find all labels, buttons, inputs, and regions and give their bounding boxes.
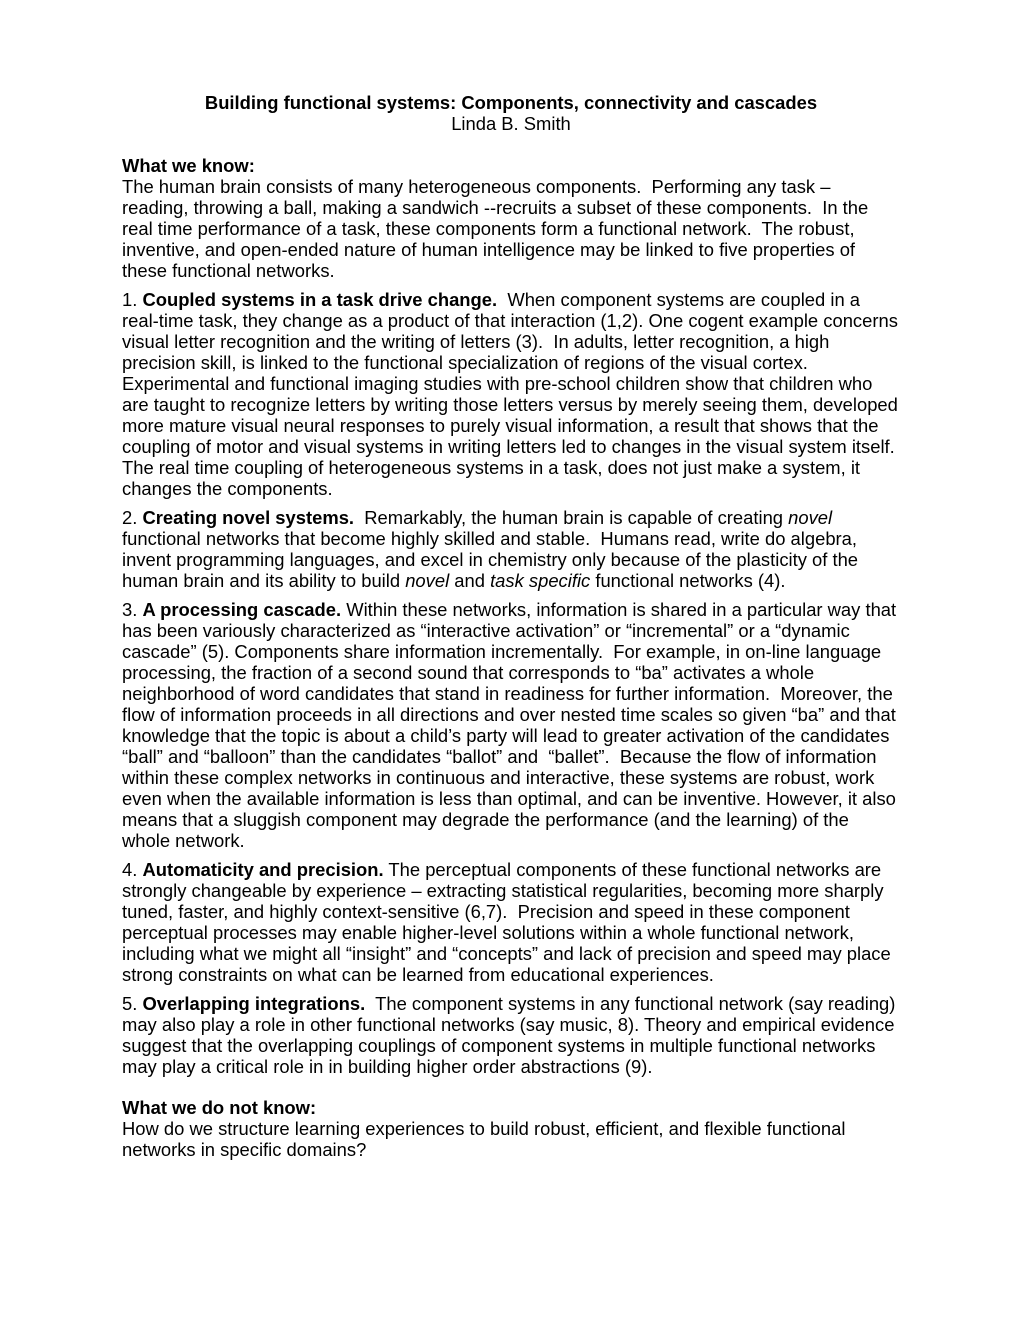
numbered-item-2	[122, 507, 900, 591]
item-3-lead: A processing cascade.	[142, 599, 342, 620]
document-author: Linda B. Smith	[451, 113, 571, 134]
item-2-body-part-4: functional networks (4).	[590, 570, 786, 591]
item-2-italic-1: novel	[788, 507, 833, 528]
item-2-lead: Creating novel systems.	[142, 507, 355, 528]
numbered-item-1	[122, 289, 904, 499]
item-1-body: When component systems are coupled in a real-time task, they change as a product of that interaction (1,2). One cogent example concerns visual letter recognition and the writing of letters (3). In adults, letter recognition, a high precision skill, is linked to the functional specialization of regions of the visual cortex. Experimental and functional imaging studies with pre-school children show that children who are taught to recognize letters by writing those letters versus by merely seeing them, developed more mature visual neural responses to purely visual information, a result that shows that the coupling of motor and visual systems in writing letters led to changes in the visual system itself. The real time coupling of heterogeneous systems in a task, does not just make a system, it changes the components.	[122, 289, 904, 499]
item-2-body-part-3: and	[449, 570, 491, 591]
intro-paragraph: The human brain consists of many heterogeneous components. Performing any task – reading, throwing a ball, making a sandwich --recruits a subset of these components. In the real time performance of a task, these components form a functional network. The robust, inventive, and open-ended nature of human intelligence may be linked to five properties of these functional networks.	[122, 176, 874, 281]
section-heading-what-we-know: What we know:	[122, 155, 255, 176]
item-2-body-part-2: functional networks that become highly skilled and stable. Humans read, write do algebra, invent programming languages, and excel in chemistry only because of the plasticity of the human brain and its ability to build	[122, 507, 864, 591]
item-1-lead: Coupled systems in a task drive change.	[142, 289, 498, 310]
numbered-item-5	[122, 993, 900, 1077]
item-3-number: 3.	[122, 599, 143, 620]
closing-paragraph: How do we structure learning experiences to build robust, efficient, and flexible functional networks in specific domains?	[122, 1118, 851, 1160]
item-4-lead: Automaticity and precision.	[142, 859, 384, 880]
item-4-body: The perceptual components of these functional networks are strongly changeable by experience – extracting statistical regularities, becoming more sharply tuned, faster, and highly context-sensitive (6,7). Precision and speed in these component perceptual processes may enable higher-level solutions within a whole functional network, including what we might all “insight” and “concepts” and lack of precision and speed may place strong constraints on what can be learned from educational experiences.	[122, 859, 896, 985]
item-4-number: 4.	[122, 859, 143, 880]
numbered-item-3	[122, 599, 900, 851]
numbered-item-4	[122, 859, 900, 985]
item-3-body: Within these networks, information is shared in a particular way that has been variously characterized as “interactive activation” or “incremental” or a “dynamic cascade” (5). Components share information incrementally. For example, in on-line language processing, the fraction of a second sound that corresponds to “ba” activates a whole neighborhood of word candidates that stand in readiness for further information. Moreover, the flow of information proceeds in all directions and over nested time scales so given “ba” and that knowledge that the topic is about a child’s party will lead to greater activation of the candidates “ball” and “balloon” than the candidates “ballot” and “ballet”. Because the flow of information within these complex networks in continuous and interactive, these systems are robust, work even when the available information is less than optimal, and can be inventive. However, it also means that a sluggish component may degrade the performance (and the learning) of the whole network.	[122, 599, 902, 851]
item-5-number: 5.	[122, 993, 143, 1014]
section-heading-what-we-do-not-know: What we do not know:	[122, 1097, 317, 1118]
item-5-lead: Overlapping integrations.	[142, 993, 366, 1014]
item-1-number: 1.	[122, 289, 143, 310]
item-2-body-part-1: Remarkably, the human brain is capable of creating	[354, 507, 789, 528]
item-5-body: The component systems in any functional network (say reading) may also play a role in other functional networks (say music, 8). Theory and empirical evidence suggest that the overlapping couplings of component systems in multiple functional networks may play a critical role in in building higher order abstractions (9).	[122, 993, 901, 1077]
document-title: Building functional systems: Components, connectivity and cascades	[204, 92, 818, 113]
item-2-italic-2: novel	[405, 570, 450, 591]
item-2-italic-3: task specific	[490, 570, 591, 591]
blank-line	[122, 134, 900, 155]
item-2-number: 2.	[122, 507, 143, 528]
